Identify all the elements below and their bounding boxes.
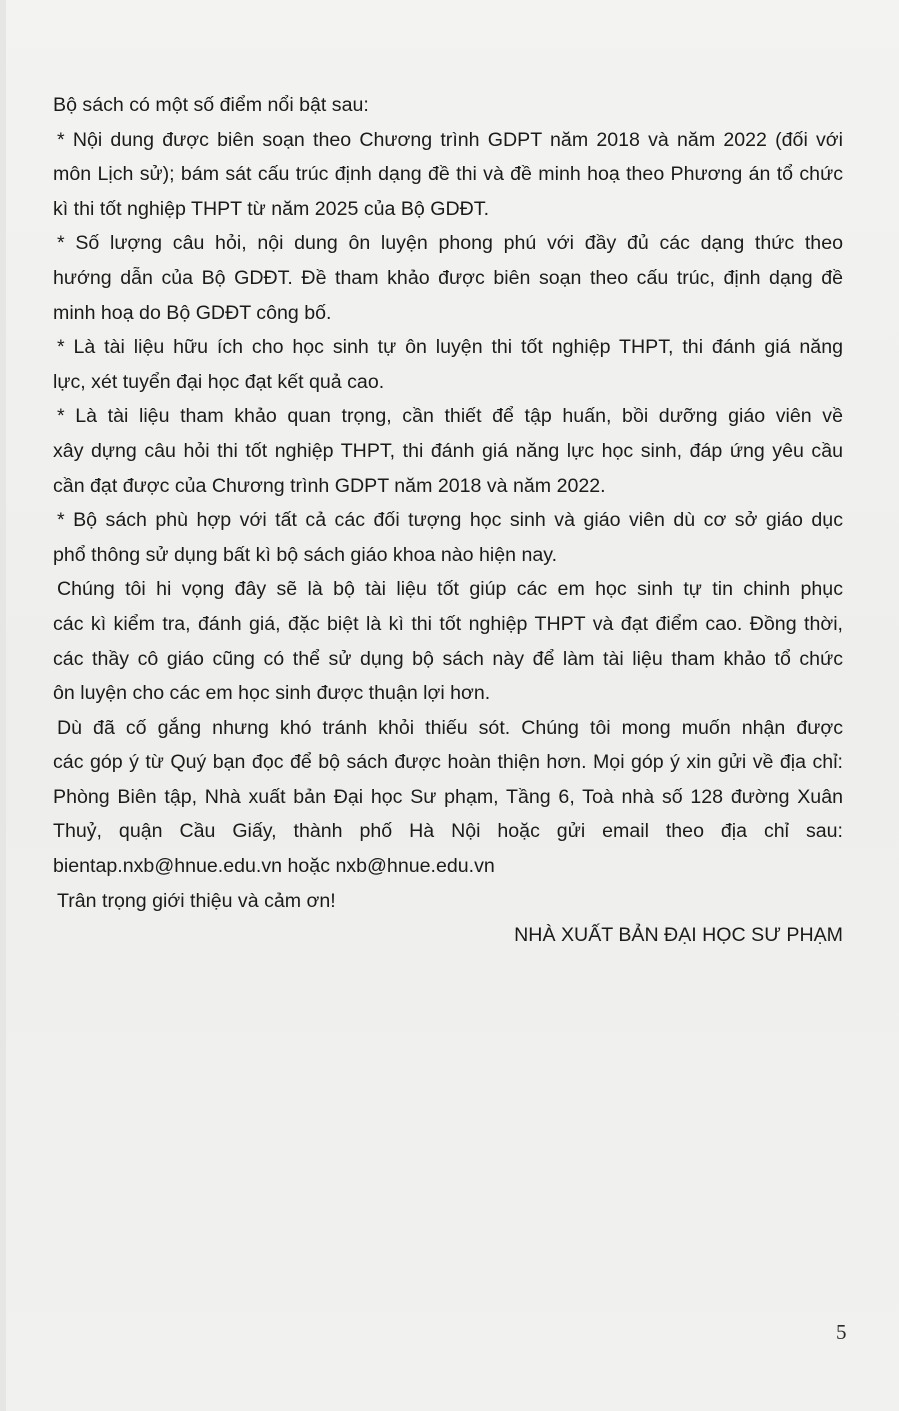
text-line: lực, xét tuyển đại học đạt kết quả cao. [53,370,385,393]
text-line: kì thi tốt nghiệp THPT từ năm 2025 của Bộ GDĐT. [53,197,490,220]
text-line: * Là tài liệu hữu ích cho học sinh tự ôn luyện thi tốt nghiệp THPT, thi đánh giá năng [57,336,843,359]
text-line: minh hoạ do Bộ GDĐT công bố. [53,301,332,324]
text-line: * Là tài liệu tham khảo quan trọng, cần thiết để tập huấn, bồi dưỡng giáo viên về [57,405,843,428]
publisher-signature: NHÀ XUẤT BẢN ĐẠI HỌC SƯ PHẠM [514,924,843,947]
page-number: 5 [836,1320,847,1344]
text-line: * Số lượng câu hỏi, nội dung ôn luyện phong phú với đầy đủ các dạng thức theo [57,232,843,255]
text-line: hướng dẫn của Bộ GDĐT. Đề tham khảo được biên soạn theo cấu trúc, định dạng đề [53,266,843,289]
text-line: xây dựng câu hỏi thi tốt nghiệp THPT, thi đánh giá năng lực học sinh, đáp ứng yêu cầu [53,439,843,462]
text-line: Dù đã cố gắng nhưng khó tránh khỏi thiếu sót. Chúng tôi mong muốn nhận được [57,716,843,739]
text-line: các góp ý từ Quý bạn đọc để bộ sách được hoàn thiện hơn. Mọi góp ý xin gửi về địa chỉ: [53,751,843,774]
closing-line: Trân trọng giới thiệu và cảm ơn! [57,889,336,912]
text-line: * Bộ sách phù hợp với tất cả các đối tượng học sinh và giáo viên dù cơ sở giáo dục [57,509,843,532]
text-line: * Nội dung được biên soạn theo Chương trình GDPT năm 2018 và năm 2022 (đối với [57,128,843,151]
preface-text [53,88,843,953]
text-line: Phòng Biên tập, Nhà xuất bản Đại học Sư phạm, Tầng 6, Toà nhà số 128 đường Xuân [53,785,843,808]
text-line: các kì kiểm tra, đánh giá, đặc biệt là kì thi tốt nghiệp THPT và đạt điểm cao. Đồng thời, [53,612,843,635]
text-line: cần đạt được của Chương trình GDPT năm 2018 và năm 2022. [53,474,606,497]
text-line: Chúng tôi hi vọng đây sẽ là bộ tài liệu tốt giúp các em học sinh tự tin chinh phục [57,578,843,601]
text-line: các thầy cô giáo cũng có thể sử dụng bộ sách này để làm tài liệu tham khảo tổ chức [53,647,843,670]
page-edge-shadow [0,0,6,1411]
text-line: phổ thông sử dụng bất kì bộ sách giáo khoa nào hiện nay. [53,543,558,566]
email-line: bientap.nxb@hnue.edu.vn hoặc nxb@hnue.edu.vn [53,855,495,878]
text-line: Thuỷ, quận Cầu Giấy, thành phố Hà Nội hoặc gửi email theo địa chỉ sau: [53,820,843,843]
text-line: ôn luyện cho các em học sinh được thuận lợi hơn. [53,682,491,705]
text-line: Bộ sách có một số điểm nổi bật sau: [53,94,369,116]
text-line: môn Lịch sử); bám sát cấu trúc định dạng đề thi và đề minh hoạ theo Phương án tổ chức [53,163,843,186]
